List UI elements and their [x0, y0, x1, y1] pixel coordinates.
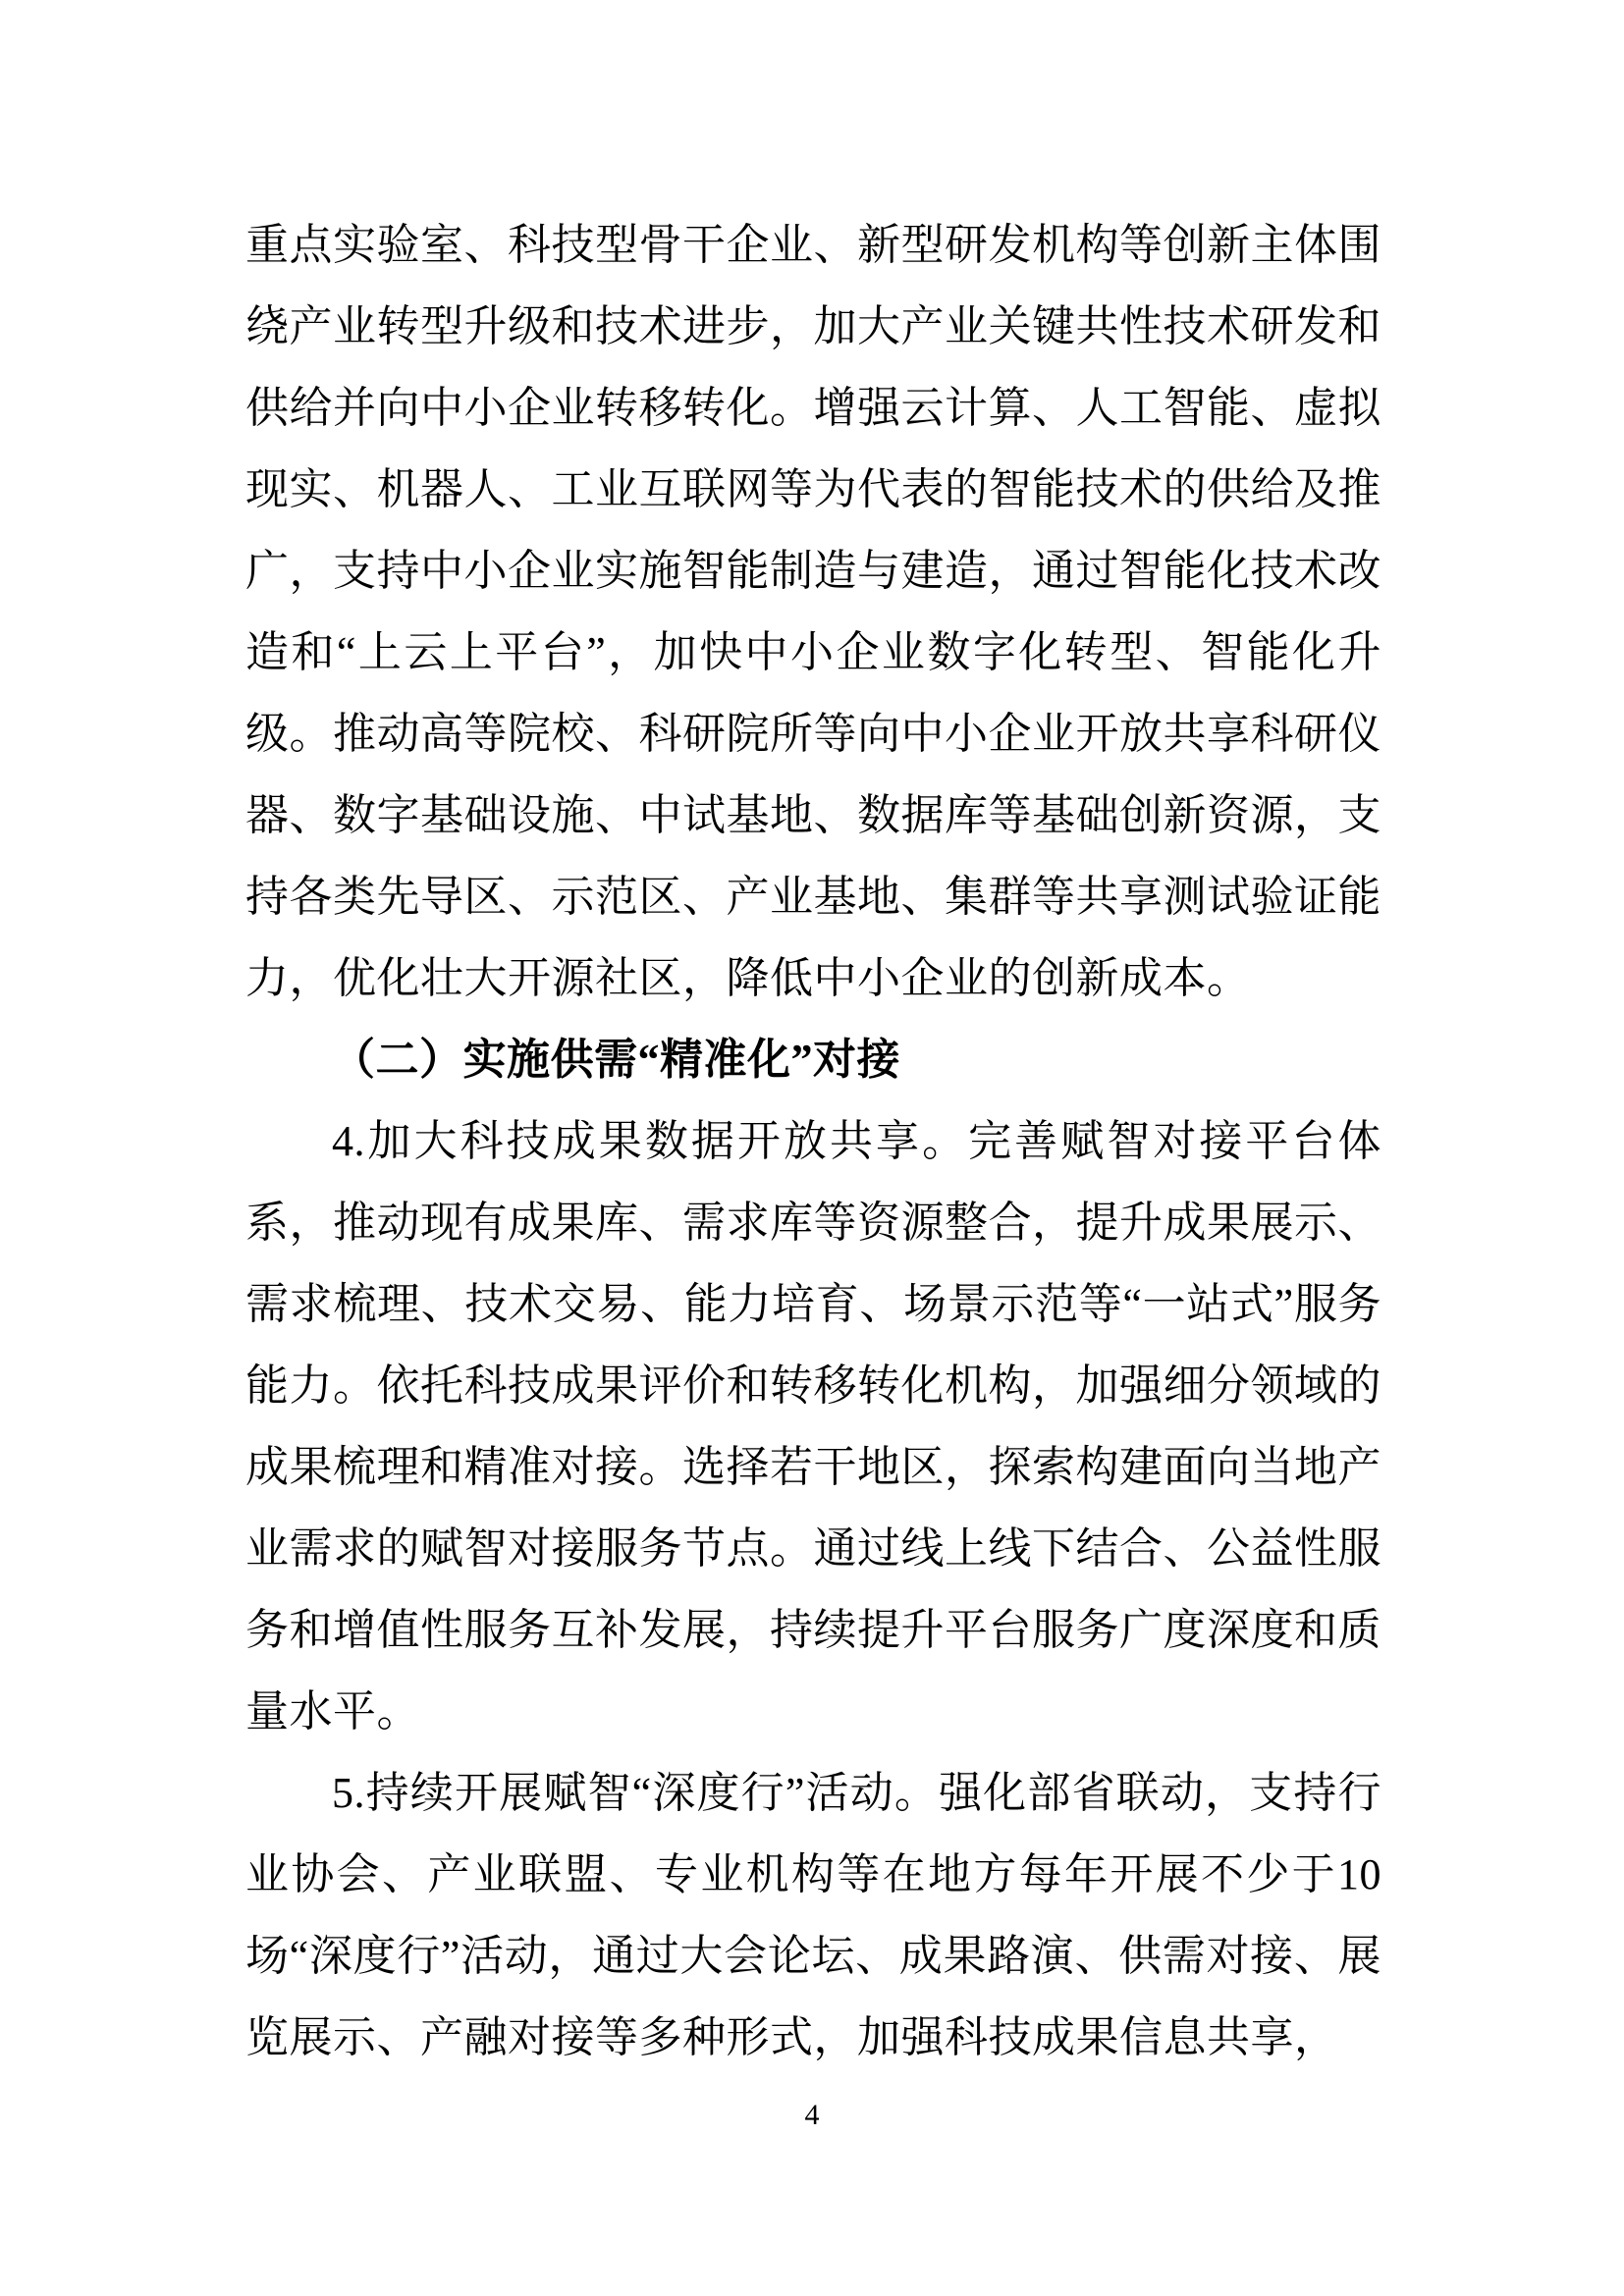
section-heading: （二）实施供需“精准化”对接 — [332, 1036, 900, 1084]
paragraph-item-4: 4.加大科技成果数据开放共享。完善赋智对接平台体系，推动现有成果库、需求库等资源整合，提升成果展示、需求梳理、技术交易、能力培育、场景示范等“一站式”服务能力。依托科技成果评价和转移转化机构，加强细分领域的成果梳理和精准对接。选择若干地区，探索构建面向当地产业需求的赋智对接服务节点。通过线上线下结合、公益性服务和增值性服务互补发展，持续提升平台服务广度深度和质量水平。 — [245, 1117, 1381, 1735]
page-number: 4 — [804, 2099, 820, 2131]
document-body — [245, 204, 1381, 2078]
paragraph-item-5: 5.持续开展赋智“深度行”活动。强化部省联动，支持行业协会、产业联盟、专业机构等在地方每年开展不少于10场“深度行”活动，通过大会论坛、成果路演、供需对接、展览展示、产融对接等多种形式，加强科技成果信息共享， — [245, 1769, 1381, 2061]
paragraph-continuation: 重点实验室、科技型骨干企业、新型研发机构等创新主体围绕产业转型升级和技术进步，加大产业关键共性技术研发和供给并向中小企业转移转化。增强云计算、人工智能、虚拟现实、机器人、工业互联网等为代表的智能技术的供给及推广，支持中小企业实施智能制造与建造，通过智能化技术改造和“上云上平台”，加快中小企业数字化转型、智能化升级。推动高等院校、科研院所等向中小企业开放共享科研仪器、数字基础设施、中试基地、数据库等基础创新资源，支持各类先导区、示范区、产业基地、集群等共享测试验证能力，优化壮大开源社区，降低中小企业的创新成本。 — [245, 221, 1381, 1002]
